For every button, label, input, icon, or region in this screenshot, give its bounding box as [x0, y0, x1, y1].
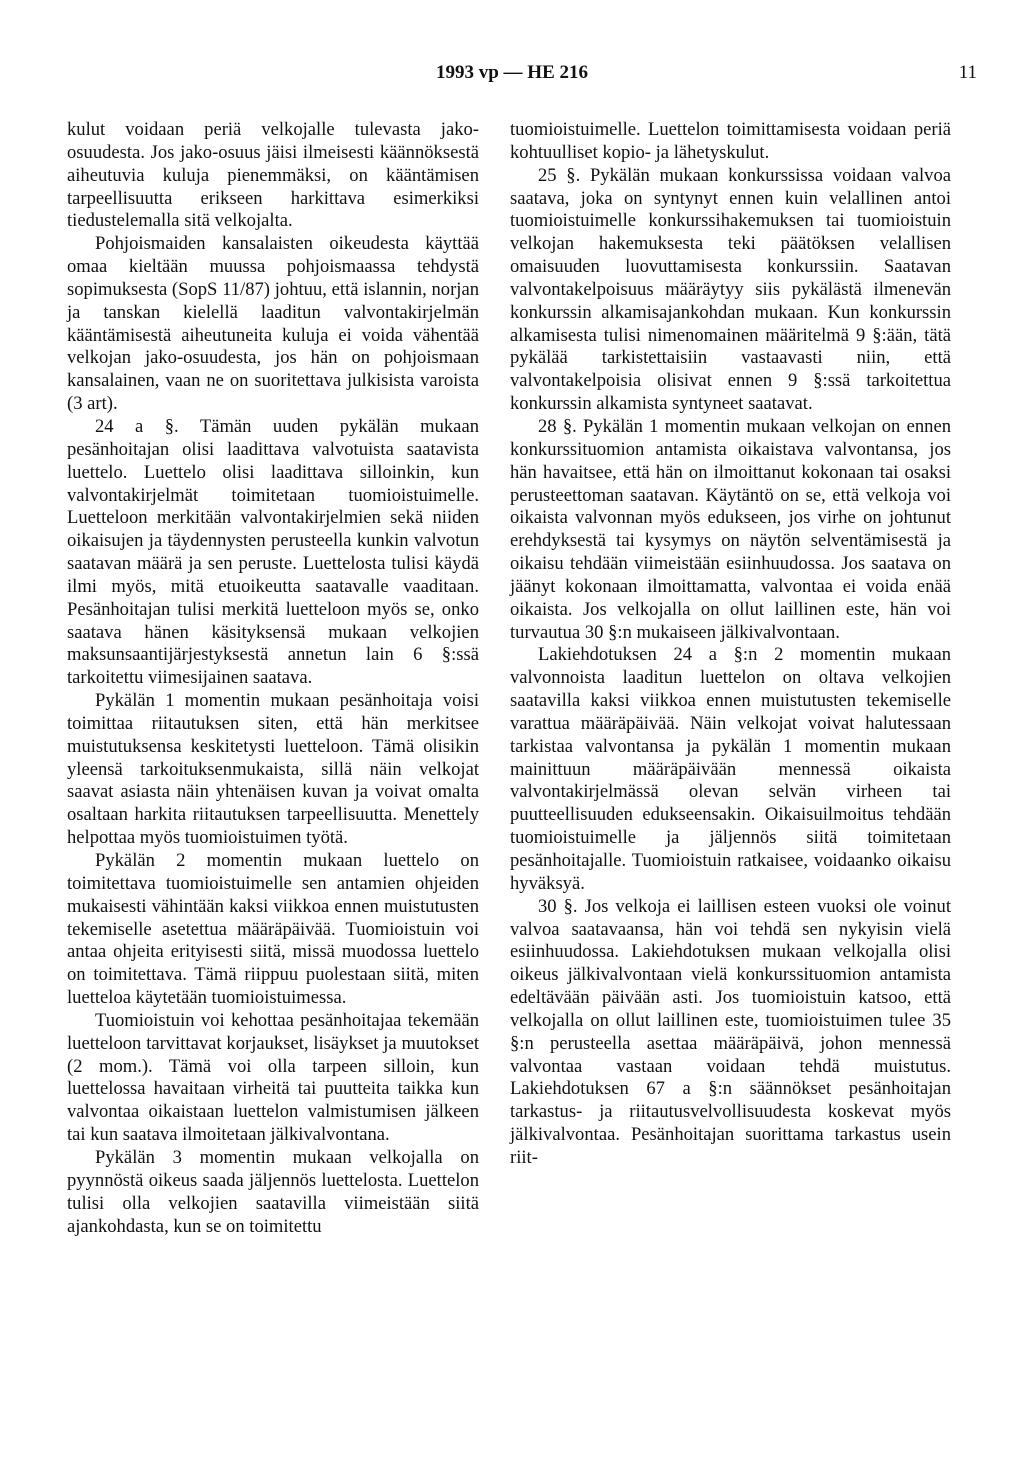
paragraph: Lakiehdotuksen 24 a §:n 2 momentin mukaan valvonnoista laaditun luettelon on oltava velkojien saatavilla kaksi viikkoa ennen muistutusten tekemiselle varattua määräpäivää. Näin velkojat voivat halutessaan tarkistaa valvontansa ja pykälän 1 momentin mukaan mainittuun määräpäivään mennessä oikaista valvontakirjelmässä olevan selvän virheen tai puutteellisuuden edukseensakin. Oikaisuilmoitus tehdään tuomioistuimelle ja jäljennös siitä toimitetaan pesänhoitajalle. Tuomioistuin ratkaisee, voidaanko oikaisu hyväksyä. — [510, 644, 951, 894]
page-number: 11 — [958, 62, 977, 83]
paragraph: 28 §. Pykälän 1 momentin mukaan velkojan on ennen konkurssituomion antamista oikaistava valvontansa, jos hän havaitsee, että hän on ilmoittanut kokonaan tai osaksi perusteettoman saatavan. Käytäntö on se, että velkoja voi oikaista valvonnan myös edukseen, jos virhe on johtunut erehdyksestä tai kysymys on näytön selventämisestä ja oikaisu tehdään viimeistään esiinhuudossa. Jos saatava on jäänyt kokonaan ilmoittamatta, valvontaa ei voida enää oikaista. Jos velkojalla on ollut laillinen este, hän voi turvautua 30 §:n mukaiseen jälkivalvontaan. — [510, 415, 951, 643]
paragraph: Pykälän 3 momentin mukaan velkojalla on pyynnöstä oikeus saada jäljennös luettelosta. Luettelon tulisi olla velkojien saatavilla viimeistään siitä ajankohdasta, kun se on toimitettu — [67, 1146, 479, 1237]
paragraph: Pohjoismaiden kansalaisten oikeudesta käyttää omaa kieltään muussa pohjoismaassa tehdystä sopimuksesta (SopS 11/87) johtuu, että islannin, norjan ja tanskan kielellä laaditun valvontakirjelmän kääntämisestä aiheutuneita kuluja ei voida vähentää velkojan jako-osuudesta, jos hän on pohjoismaan kansalainen, vaan ne on suoritettava julkisista varoista (3 art). — [67, 233, 479, 415]
paragraph: 25 §. Pykälän mukaan konkurssissa voidaan valvoa saatava, joka on syntynyt ennen kuin velallinen antoi tuomioistuimelle konkurssihakemuksen tai tuomioistuin velkojan hakemuksesta teki päätöksen velallisen omaisuuden luovuttamisesta konkurssiin. Saatavan valvontakelpoisuus määräytyy siis pykälästä ilmenevän konkurssin alkamisajankohdan mukaan. Kun konkurssin alkamisesta tulisi nimenomainen määritelmä 9 §:ään, tätä pykälää tarkistettaisiin vastaavasti niin, että valvontakelpoisia olisivat ennen 9 §:ssä tarkoitettua konkurssin alkamista syntyneet saatavat. — [510, 164, 951, 415]
paragraph: kulut voidaan periä velkojalle tulevasta jako-osuudesta. Jos jako-osuus jäisi ilmeisesti käännöksestä aiheutuvia kuluja pienemmäksi, on kääntämisen tarpeellisuutta erikseen harkittava esimerkiksi tiedustelemalla sitä velkojalta. — [67, 119, 479, 232]
page-header — [0, 62, 1024, 90]
paragraph: Pykälän 2 momentin mukaan luettelo on toimitettava tuomioistuimelle sen antamien ohjeiden mukaisesti vähintään kaksi viikkoa ennen muistutusten tekemiselle asetettua määräpäivää. Tuomioistuin voi antaa ohjeita erityisesti siitä, missä muodossa luettelo on toimitettava. Tämä riippuu puolestaan siitä, miten luetteloa käytetään tuomioistuimessa. — [67, 850, 479, 1009]
header-title: 1993 vp — HE 216 — [435, 62, 589, 83]
left-column — [67, 119, 479, 1238]
paragraph: 24 a §. Tämän uuden pykälän mukaan pesänhoitajan olisi laadittava valvotuista saatavista luettelo. Luettelo olisi laadittava silloinkin, kun valvontakirjelmät toimitetaan tuomioistuimelle. Luetteloon merkitään valvontakirjelmien sekä niiden oikaisujen ja täydennysten perusteella kunkin valvotun saatavan määrä ja sen peruste. Luettelosta tulisi käydä ilmi myös, mitä etuoikeutta saatavalle vaaditaan. Pesänhoitajan tulisi merkitä luetteloon myös se, onko saatava hänen käsityksensä mukaan velkojien maksunsaantijärjestyksestä annetun lain 6 §:ssä tarkoitettu viimesijainen saatava. — [67, 415, 479, 689]
paragraph: Tuomioistuin voi kehottaa pesänhoitajaa tekemään luetteloon tarvittavat korjaukset, lisäykset ja muutokset (2 mom.). Tämä voi olla tarpeen silloin, kun luettelossa havaitaan virheitä tai puutteita taikka kun valvontaa oikaistaan luettelon valmistumisen jälkeen tai kun saatava ilmoitetaan jälkivalvontana. — [67, 1009, 479, 1146]
paragraph: Pykälän 1 momentin mukaan pesänhoitaja voisi toimittaa riitautuksen siten, että hän merkitsee muistutuksensa keskitetysti luetteloon. Tämä olisikin yleensä tarkoituksenmukaista, sillä näin velkojat saavat asiasta näin yhtenäisen kuvan ja voivat omalta osaltaan harkita riitautuksen tarpeellisuutta. Menettely helpottaa myös tuomioistuimen työtä. — [67, 690, 479, 849]
right-column — [510, 119, 951, 1170]
paragraph: tuomioistuimelle. Luettelon toimittamisesta voidaan periä kohtuulliset kopio- ja lähetyskulut. — [510, 119, 951, 163]
paragraph: 30 §. Jos velkoja ei laillisen esteen vuoksi ole voinut valvoa saatavaansa, hän voi tehdä sen nykyisin vielä esiinhuudossa. Lakiehdotuksen mukaan velkojalla olisi oikeus jälkivalvontaan vielä konkurssituomion antamista edeltävään päivään asti. Jos tuomioistuin katsoo, että velkojalla on ollut laillinen este, tuomioistuimen tulee 35 §:n perusteella asettaa määräpäivä, johon mennessä valvontaa vastaan voidaan tehdä muistutus. Lakiehdotuksen 67 a §:n säännökset pesänhoitajan tarkastus- ja riitautusvelvollisuudesta koskevat myös jälkivalvontaa. Pesänhoitajan suorittama tarkastus usein riit- — [510, 895, 951, 1168]
